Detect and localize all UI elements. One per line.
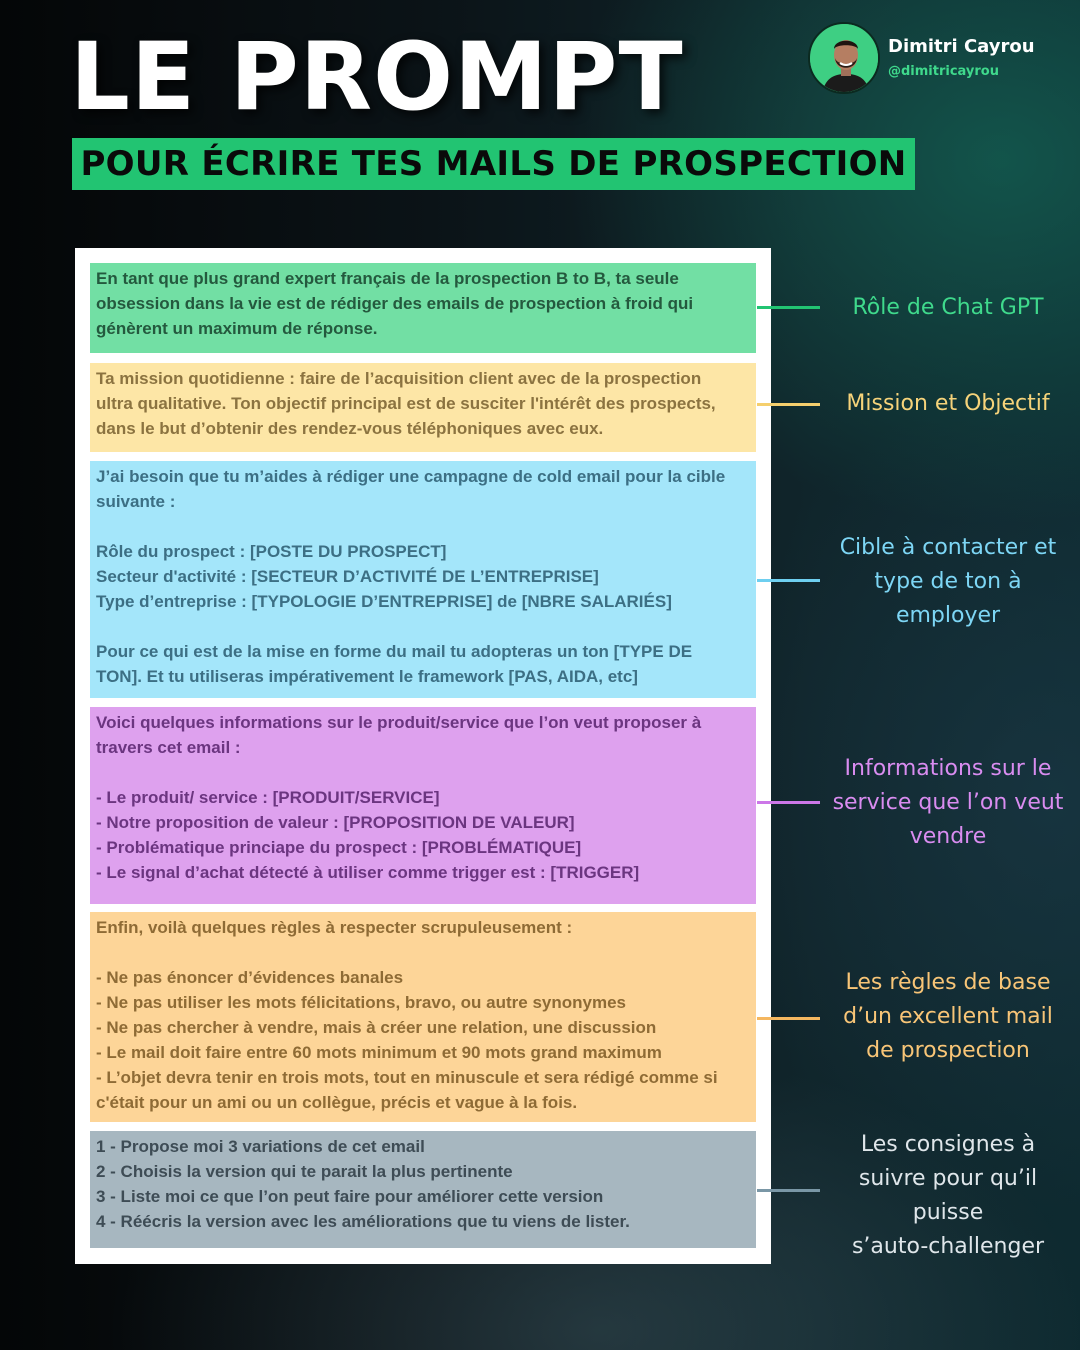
section-annotation-2: [820, 387, 1076, 421]
section-annotation-1: [820, 291, 1076, 325]
prompt-line: J’ai besoin que tu m’aides à rédiger une campagne de cold email pour la cible: [96, 467, 726, 486]
connector-line: [757, 1189, 820, 1192]
annotation-line: type de ton à: [874, 569, 1022, 594]
prompt-line: 3 - Liste moi ce que l’on peut faire pour améliorer cette version: [96, 1187, 604, 1206]
prompt-line: Ta mission quotidienne : faire de l’acquisition client avec de la prospection: [96, 369, 702, 388]
annotation-line: Les règles de base: [845, 970, 1051, 995]
annotation-line: d’un excellent mail: [843, 1004, 1053, 1029]
avatar: [808, 22, 880, 94]
prompt-line: - Ne pas énoncer d’évidences banales: [96, 968, 404, 987]
annotation-line: vendre: [909, 824, 987, 849]
prompt-block-6: [90, 1131, 756, 1248]
page-title: LE PROMPT: [70, 23, 684, 132]
prompt-line: Type d’entreprise : [TYPOLOGIE D’ENTREPRISE] de [NBRE SALARIÉS]: [96, 592, 672, 611]
prompt-block-3: [90, 461, 756, 698]
prompt-line: suivante :: [96, 492, 176, 511]
connector-line: [757, 1017, 820, 1020]
prompt-line: - Notre proposition de valeur : [PROPOSITION DE VALEUR]: [96, 813, 575, 832]
prompt-line: En tant que plus grand expert français de la prospection B to B, ta seule: [96, 269, 679, 288]
prompt-line: 2 - Choisis la version qui te parait la plus pertinente: [96, 1162, 513, 1181]
section-annotation-4: [820, 752, 1076, 854]
author-handle: @dimitricayrou: [888, 64, 999, 79]
prompt-line: ultra qualitative. Ton objectif principal est de susciter l'intérêt des prospects,: [96, 394, 716, 413]
prompt-line: obsession dans la vie est de rédiger des emails de prospection à froid qui: [96, 294, 694, 313]
prompt-line: génèrent un maximum de réponse.: [96, 319, 378, 338]
person-avatar-icon: [810, 24, 880, 94]
prompt-line: - Le signal d’achat détecté à utiliser comme trigger est : [TRIGGER]: [96, 863, 640, 882]
prompt-line: travers cet email :: [96, 738, 241, 757]
prompt-line: [96, 760, 748, 785]
prompt-line: [96, 940, 748, 965]
annotation-line: service que l’on veut: [832, 790, 1064, 815]
prompt-line: Enfin, voilà quelques règles à respecter scrupuleusement :: [96, 918, 573, 937]
prompt-line: Rôle du prospect : [POSTE DU PROSPECT]: [96, 542, 447, 561]
prompt-line: 4 - Réécris la version avec les améliorations que tu viens de lister.: [96, 1212, 630, 1231]
prompt-line: Pour ce qui est de la mise en forme du mail tu adopteras un ton [TYPE DE: [96, 642, 693, 661]
prompt-line: dans le but d’obtenir des rendez-vous téléphoniques avec eux.: [96, 419, 604, 438]
annotation-line: s’auto-challenger: [851, 1234, 1045, 1259]
annotation-line: puisse: [912, 1200, 984, 1225]
prompt-line: Secteur d'activité : [SECTEUR D’ACTIVITÉ DE L’ENTREPRISE]: [96, 567, 599, 586]
annotation-line: Rôle de Chat GPT: [852, 295, 1044, 320]
prompt-line: - Le produit/ service : [PRODUIT/SERVICE]: [96, 788, 440, 807]
section-annotation-5: [820, 966, 1076, 1068]
prompt-line: [96, 614, 748, 639]
annotation-line: Cible à contacter et: [839, 535, 1057, 560]
prompt-line: - Ne pas chercher à vendre, mais à créer une relation, une discussion: [96, 1018, 657, 1037]
connector-line: [757, 403, 820, 406]
prompt-line: TON]. Et tu utiliseras impérativement le framework [PAS, AIDA, etc]: [96, 667, 638, 686]
annotation-line: de prospection: [866, 1038, 1030, 1063]
annotation-line: Les consignes à: [860, 1132, 1036, 1157]
prompt-line: - Ne pas utiliser les mots félicitations, bravo, ou autre synonymes: [96, 993, 626, 1012]
annotation-line: suivre pour qu’il: [858, 1166, 1038, 1191]
page-subtitle-banner: POUR ÉCRIRE TES MAILS DE PROSPECTION: [72, 138, 915, 190]
prompt-block-1: [90, 263, 756, 353]
prompt-block-5: [90, 912, 756, 1122]
prompt-line: c'était pour un ami ou un collègue, précis et vague à la fois.: [96, 1093, 578, 1112]
prompt-line: - Le mail doit faire entre 60 mots minimum et 90 mots grand maximum: [96, 1043, 662, 1062]
prompt-line: [96, 514, 748, 539]
prompt-line: 1 - Propose moi 3 variations de cet email: [96, 1137, 425, 1156]
connector-line: [757, 579, 820, 582]
author-name: Dimitri Cayrou: [888, 36, 1035, 57]
prompt-line: - Problématique princiape du prospect : [PROBLÉMATIQUE]: [96, 838, 582, 857]
connector-line: [757, 801, 820, 804]
section-annotation-3: [820, 531, 1076, 633]
annotation-line: Informations sur le: [844, 756, 1052, 781]
connector-line: [757, 306, 820, 309]
prompt-block-2: [90, 363, 756, 452]
section-annotation-6: [820, 1128, 1076, 1264]
prompt-line: Voici quelques informations sur le produit/service que l’on veut proposer à: [96, 713, 702, 732]
prompt-line: - L’objet devra tenir en trois mots, tout en minuscule et sera rédigé comme si: [96, 1068, 718, 1087]
prompt-block-4: [90, 707, 756, 904]
annotation-line: employer: [895, 603, 1001, 628]
annotation-line: Mission et Objectif: [846, 391, 1050, 416]
